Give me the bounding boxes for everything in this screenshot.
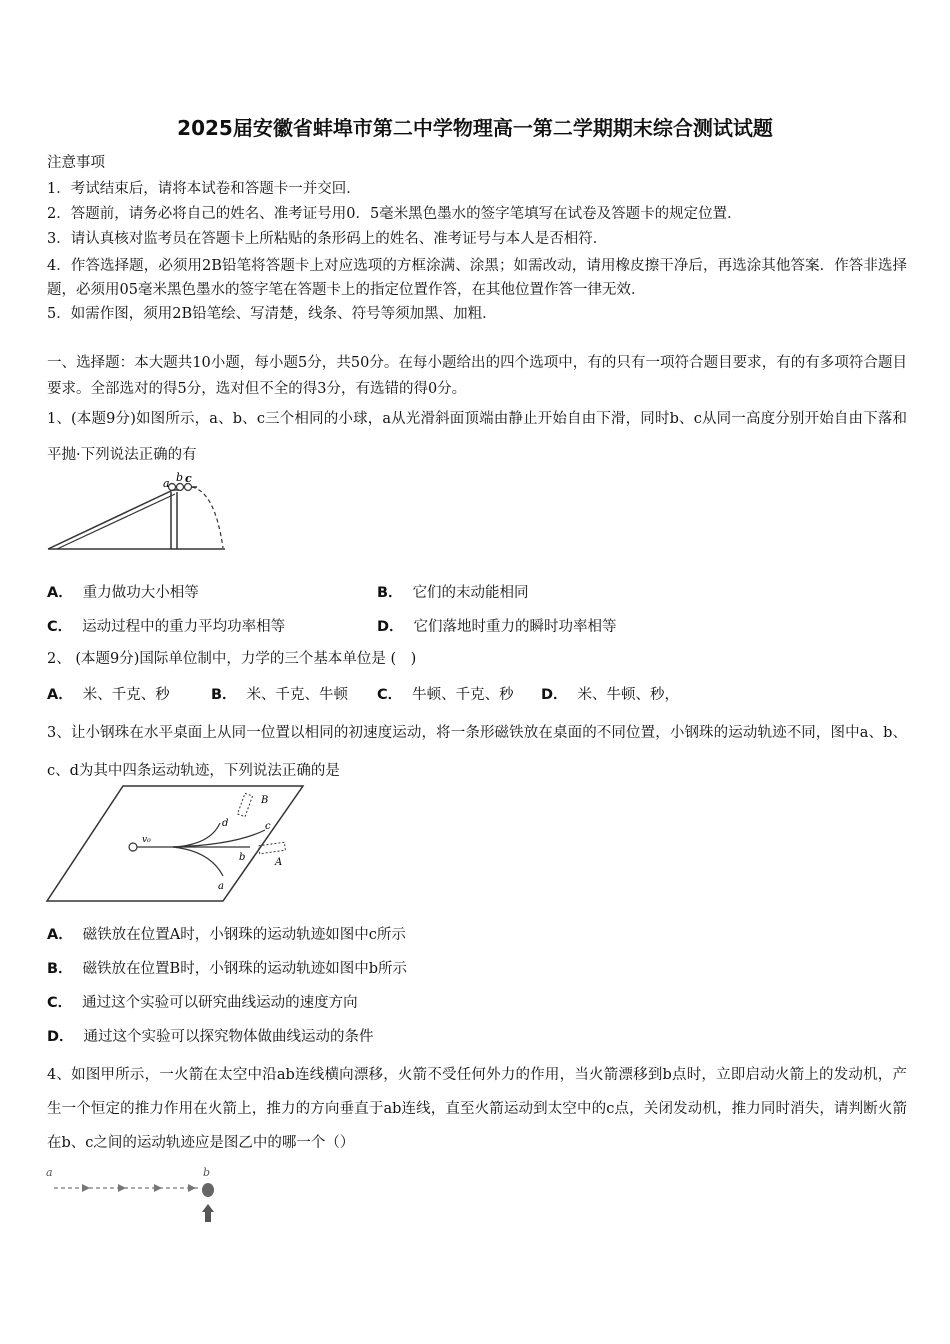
q1-option-a[interactable]: A． 重力做功大小相等 bbox=[47, 585, 199, 601]
fig4-label-a: a bbox=[46, 1166, 53, 1179]
q1-option-d[interactable]: D． 它们落地时重力的瞬时功率相等 bbox=[377, 619, 617, 635]
fig3-label-a: a bbox=[218, 881, 224, 892]
notice-heading: 注意事项 bbox=[47, 155, 105, 171]
notice-item-4: 4．作答选择题，必须用2B铅笔将答题卡上对应选项的方框涂满、涂黑；如需改动，请用橡皮擦干净后，再选涂其他答案．作答非选择题，必须用05毫米黑色墨水的签字笔在答题卡上的指定位置作答，在其他位置作答一律无效． bbox=[47, 258, 907, 298]
page-title: 2025届安徽省蚌埠市第二中学物理高一第二学期期末综合测试试题 bbox=[177, 116, 773, 140]
fig1-label-b: b bbox=[176, 471, 184, 484]
fig3-label-c: c bbox=[265, 821, 271, 832]
fig3-label-A: A bbox=[275, 857, 283, 868]
notice-item-5: 5．如需作图，须用2B铅笔绘、写清楚，线条、符号等须加黑、加粗． bbox=[47, 306, 497, 322]
q2-option-a[interactable]: A． 米、千克、秒 bbox=[47, 687, 170, 703]
notice-item-1: 1．考试结束后，请将本试卷和答题卡一并交回． bbox=[47, 181, 361, 197]
q2-option-c[interactable]: C． 牛顿、千克、秒 bbox=[377, 687, 514, 703]
q2-option-b[interactable]: B． 米、千克、牛顿 bbox=[211, 687, 349, 703]
q2-option-d[interactable]: D． 米、牛顿、秒， bbox=[541, 687, 680, 703]
fig3-label-d: d bbox=[222, 818, 229, 829]
magnet-track-figure bbox=[45, 783, 305, 905]
q1-option-b[interactable]: B． 它们的末动能相同 bbox=[377, 585, 529, 601]
fig3-label-B: B bbox=[261, 795, 269, 806]
section-intro: 一、选择题：本大题共10小题，每小题5分，共50分。在每小题给出的四个选项中，有的只有一项符合题目要求，有的有多项符合题目要求。全部选对的得5分，选对但不全的得3分，有选错的得0分。 bbox=[47, 355, 907, 397]
question-2-text: 2、 (本题9分)国际单位制中，力学的三个基本单位是 ( ) bbox=[47, 651, 417, 667]
fig1-label-a: a bbox=[163, 477, 170, 490]
notice-item-3: 3．请认真核对监考员在答题卡上所粘贴的条形码上的姓名、准考证号与本人是否相符． bbox=[47, 231, 608, 247]
question-1-text: 1、(本题9分)如图所示，a、b、c三个相同的小球，a从光滑斜面顶端由静止开始自由下滑，同时b、c从同一高度分别开始自由下落和平抛·下列说法正确的有 bbox=[47, 411, 907, 463]
q1-option-c[interactable]: C． 运动过程中的重力平均功率相等 bbox=[47, 619, 286, 635]
q3-option-d[interactable]: D． 通过这个实验可以探究物体做曲线运动的条件 bbox=[47, 1029, 374, 1045]
q3-option-b[interactable]: B． 磁铁放在位置B时，小钢珠的运动轨迹如图中b所示 bbox=[47, 961, 407, 977]
fig3-label-b: b bbox=[239, 852, 246, 863]
fig4-label-b: b bbox=[203, 1166, 211, 1179]
incline-figure bbox=[45, 470, 245, 555]
q3-option-c[interactable]: C． 通过这个实验可以研究曲线运动的速度方向 bbox=[47, 995, 358, 1011]
question-3-text: 3、让小钢珠在水平桌面上从同一位置以相同的初速度运动，将一条形磁铁放在桌面的不同位置，小钢珠的运动轨迹不同，图中a、b、c、d为其中四条运动轨迹，下列说法正确的是 bbox=[47, 725, 907, 779]
fig3-label-v0: v₀ bbox=[142, 835, 151, 845]
fig1-label-c: c bbox=[185, 472, 192, 485]
question-4-text: 4、如图甲所示，一火箭在太空中沿ab连线横向漂移，火箭不受任何外力的作用，当火箭漂移到b点时，立即启动火箭上的发动机，产生一个恒定的推力作用在火箭上，推力的方向垂直于ab连线，直至火箭运动到太空中的c点，关闭发动机，推力同时消失，请判断火箭在b、c之间的运动轨迹应是图乙中的哪一个（） bbox=[47, 1067, 907, 1151]
notice-item-2: 2．答题前，请务必将自己的姓名、准考证号用0．5毫米黑色墨水的签字笔填写在试卷及答题卡的规定位置． bbox=[47, 206, 742, 222]
rocket-figure bbox=[40, 1160, 230, 1230]
q3-option-a[interactable]: A． 磁铁放在位置A时，小钢珠的运动轨迹如图中c所示 bbox=[47, 927, 406, 943]
